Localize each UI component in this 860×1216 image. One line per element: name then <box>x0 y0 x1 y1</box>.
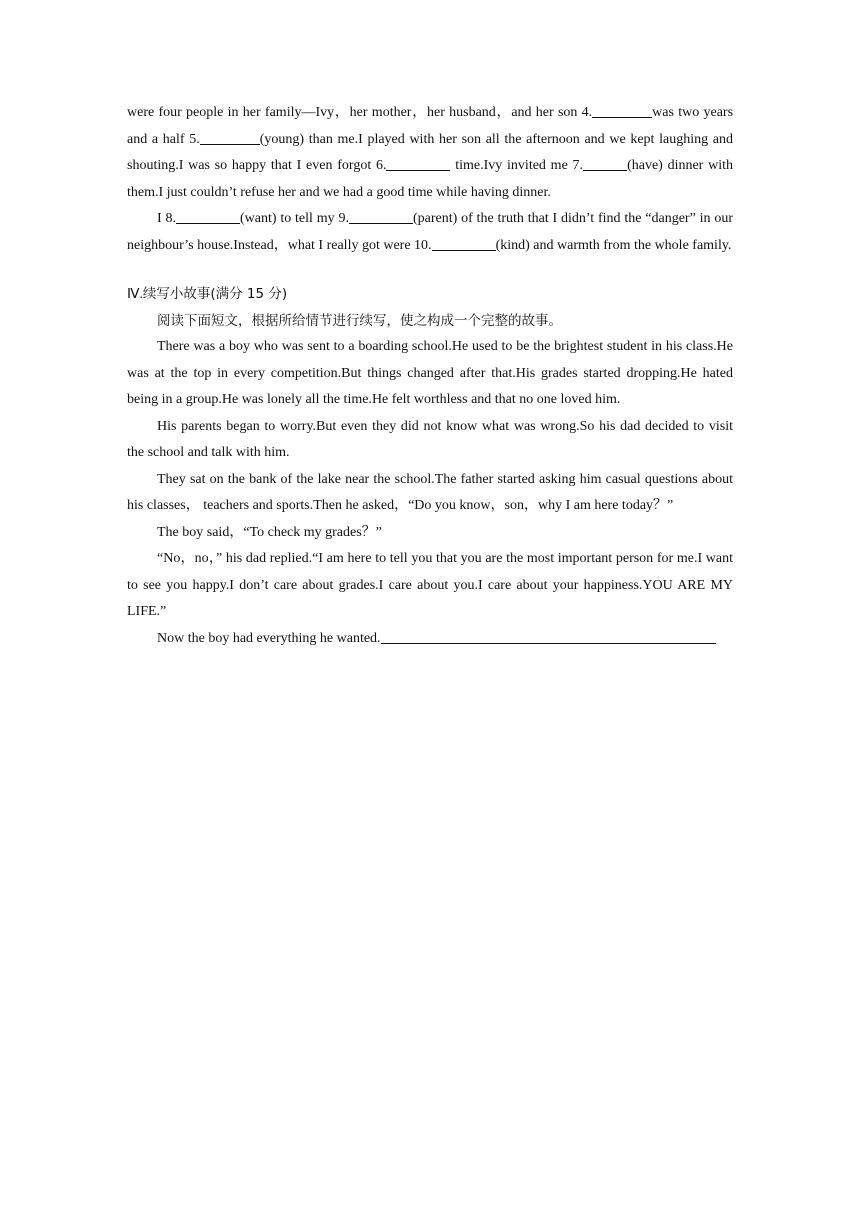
story-final-line: Now the boy had everything he wanted. <box>127 626 733 653</box>
document-page <box>127 100 733 652</box>
answer-blank-7[interactable] <box>583 155 627 171</box>
answer-blank-5[interactable] <box>200 129 260 145</box>
story-paragraph-2: His parents began to worry.But even they did not know what was wrong.So his dad decided to visit the school and talk with him. <box>127 418 733 460</box>
answer-blank-10[interactable] <box>432 235 496 251</box>
passage-paragraph-1: were four people in her family—Ivy，her mother，her husband，and her son 4. was two years and a half 5. (young) than me.I played with her son all the afternoon and we kept laughing and shouting.I was so happy that I even forgot 6. time.Ivy invited me 7. (have) dinner with them.I just couldn’t refuse her and we had a good time while having dinner. <box>127 100 733 206</box>
answer-blank-9[interactable] <box>349 208 413 224</box>
continuation-writing-blank[interactable] <box>381 628 716 644</box>
story-paragraph-5: “No，no，” his dad replied.“I am here to tell you that you are the most important person for me.I want to see you happy.I don’t care about grades.I care about you.I care about your happiness.YOU ARE MY LIFE.” <box>127 551 733 619</box>
section-heading: Ⅳ.续写小故事(满分 15 分) <box>127 286 288 302</box>
story-paragraph-3: They sat on the bank of the lake near the school.The father started asking him casual questions about his classes， teachers and sports.Then he asked，“Do you know，son，why I am here today？” <box>127 471 733 513</box>
story-paragraph-4: The boy said，“To check my grades？” <box>157 524 382 540</box>
answer-blank-6[interactable] <box>386 155 450 171</box>
answer-blank-8[interactable] <box>176 208 240 224</box>
section-instruction: 阅读下面短文，根据所给情节进行续写，使之构成一个完整的故事。 <box>157 312 562 329</box>
passage-paragraph-2: I 8. (want) to tell my 9. (parent) of the truth that I didn’t find the “danger” in our neighbour’s house.Instead，what I really got were 10. (kind) and warmth from the whole family. <box>127 206 733 259</box>
answer-blank-4[interactable] <box>592 102 652 118</box>
story-paragraph-1: There was a boy who was sent to a boarding school.He used to be the brightest student in his class.He was at the top in every competition.But things changed after that.His grades started dropping.He hated being in a group.He was lonely all the time.He felt worthless and that no one loved him. <box>127 339 733 407</box>
